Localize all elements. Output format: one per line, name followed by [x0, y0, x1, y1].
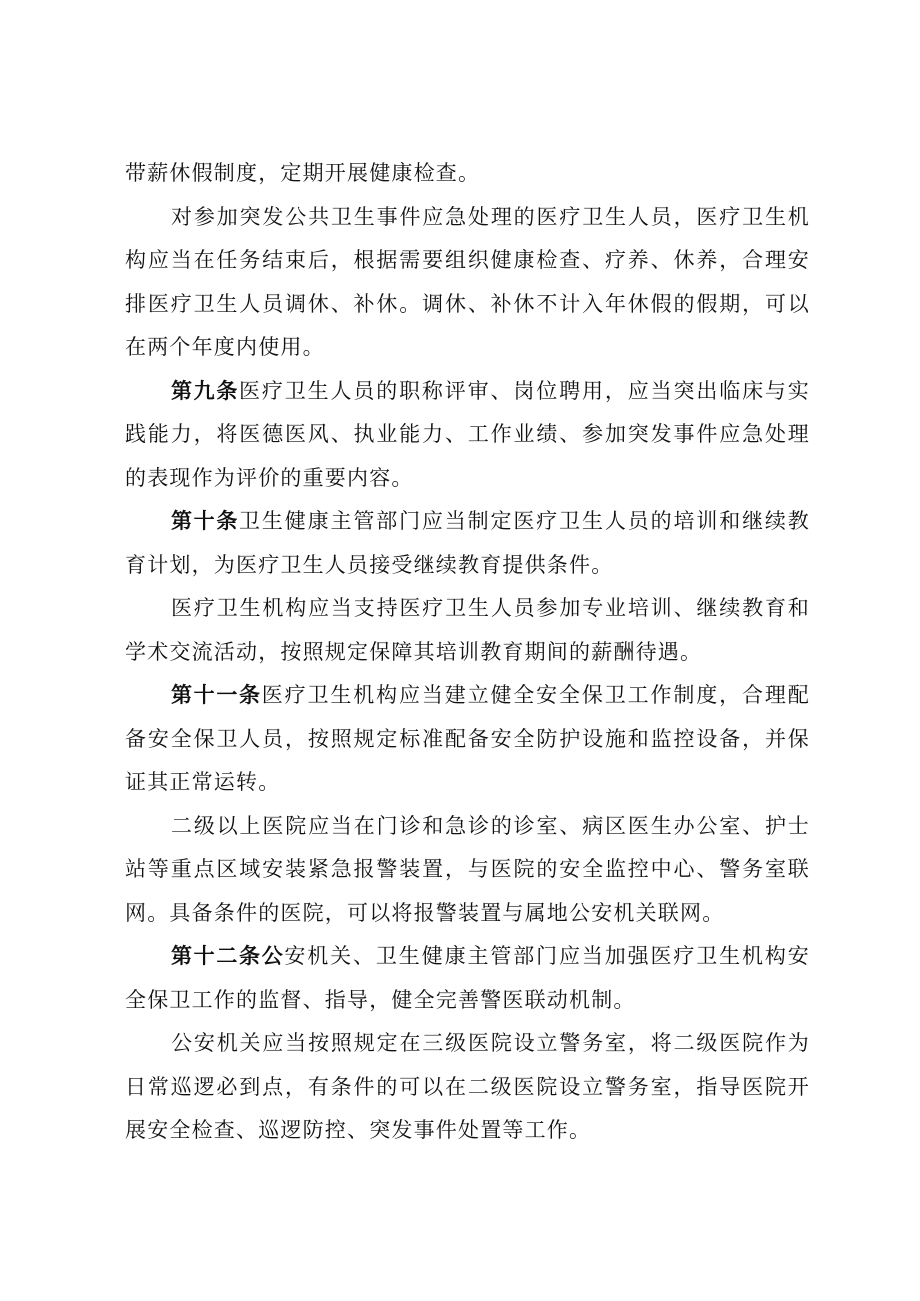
paragraph-text: 安机关、卫生健康主管部门应当加强医疗卫生机构安全保卫工作的监督、指导，健全完善警医联动机制。 [125, 944, 810, 1012]
paragraph-text: 医疗卫生机构应当支持医疗卫生人员参加专业培训、继续教育和学术交流活动，按照规定保障其培训教育期间的薪酬待遇。 [125, 596, 810, 664]
article-heading: 第十二条公 [171, 944, 285, 968]
paragraph [125, 152, 810, 196]
paragraph [125, 1022, 810, 1153]
article-heading: 第十条 [171, 509, 239, 533]
paragraph-text: 带薪休假制度，定期开展健康检查。 [125, 161, 481, 185]
paragraph [125, 805, 810, 936]
paragraph [125, 587, 810, 674]
article-paragraph [125, 370, 810, 501]
paragraph-text: 医疗卫生机构应当建立健全安全保卫工作制度，合理配备安全保卫人员，按照规定标准配备安全防护设施和监控设备，并保证其正常运转。 [125, 683, 810, 794]
article-heading: 第九条 [171, 378, 239, 403]
paragraph-text: 卫生健康主管部门应当制定医疗卫生人员的培训和继续教育计划，为医疗卫生人员接受继续教育提供条件。 [125, 509, 810, 577]
paragraph-text: 医疗卫生人员的职称评审、岗位聘用，应当突出临床与实践能力，将医德医风、执业能力、工作业绩、参加突发事件应急处理的表现作为评价的重要内容。 [125, 378, 810, 490]
article-paragraph [125, 674, 810, 805]
article-paragraph [125, 500, 810, 587]
article-heading: 第十一条 [171, 683, 262, 707]
paragraph [125, 196, 810, 370]
article-paragraph [125, 935, 810, 1022]
paragraph-text: 二级以上医院应当在门诊和急诊的诊室、病区医生办公室、护士站等重点区域安装紧急报警装置，与医院的安全监控中心、警务室联网。具备条件的医院，可以将报警装置与属地公安机关联网。 [125, 813, 810, 925]
paragraph-text: 公安机关应当按照规定在三级医院设立警务室，将二级医院作为日常巡逻必到点，有条件的可以在二级医院设立警务室，指导医院开展安全检查、巡逻防控、突发事件处置等工作。 [125, 1031, 810, 1142]
paragraph-text: 对参加突发公共卫生事件应急处理的医疗卫生人员，医疗卫生机构应当在任务结束后，根据需要组织健康检查、疗养、休养，合理安排医疗卫生人员调休、补休。调休、补休不计入年休假的假期，可以在两个年度内使用。 [125, 204, 810, 359]
